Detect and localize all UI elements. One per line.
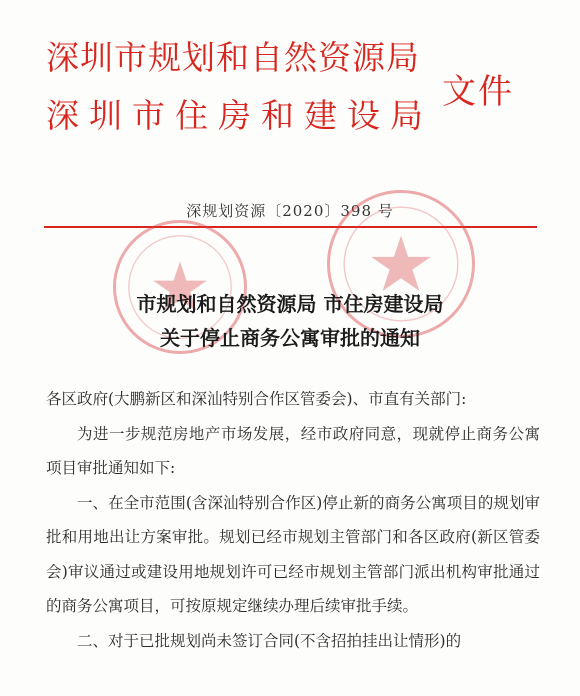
addressee: 各区政府(大鹏新区和深汕特别合作区管委会)、市直有关部门: [46, 390, 467, 408]
notice-title-line-1: 市规划和自然资源局 市住房建设局 [136, 292, 444, 316]
document-number: 深规划资源〔2020〕398 号 [186, 202, 394, 220]
paragraph-1: 一、在全市范围(含深汕特别合作区)停止新的商务公寓项目的规划审批和用地出让方案审批。规划已经市规划主管部门和各区政府(新区管委会)审议通过或建设用地规划许可已经市规划主管部门派出机构审批通过的商务公寓项目，可按原规定继续办理后续审批手续。 [46, 493, 540, 615]
document-suffix: 文件 [442, 72, 514, 112]
notice-body [46, 382, 540, 658]
intro-paragraph: 为进一步规范房地产市场发展，经市政府同意，现就停止商务公寓项目审批通知如下: [46, 424, 540, 477]
document-header [46, 32, 546, 152]
issuer-line-2: 深圳市住房和建设局 [46, 96, 433, 135]
issuer-line-1: 深圳市规划和自然资源局 [46, 38, 420, 77]
notice-title-line-2: 关于停止商务公寓审批的通知 [160, 326, 420, 350]
paragraph-2: 二、对于已批规划尚未签订合同(不含招拍挂出让情形)的 [77, 631, 462, 650]
